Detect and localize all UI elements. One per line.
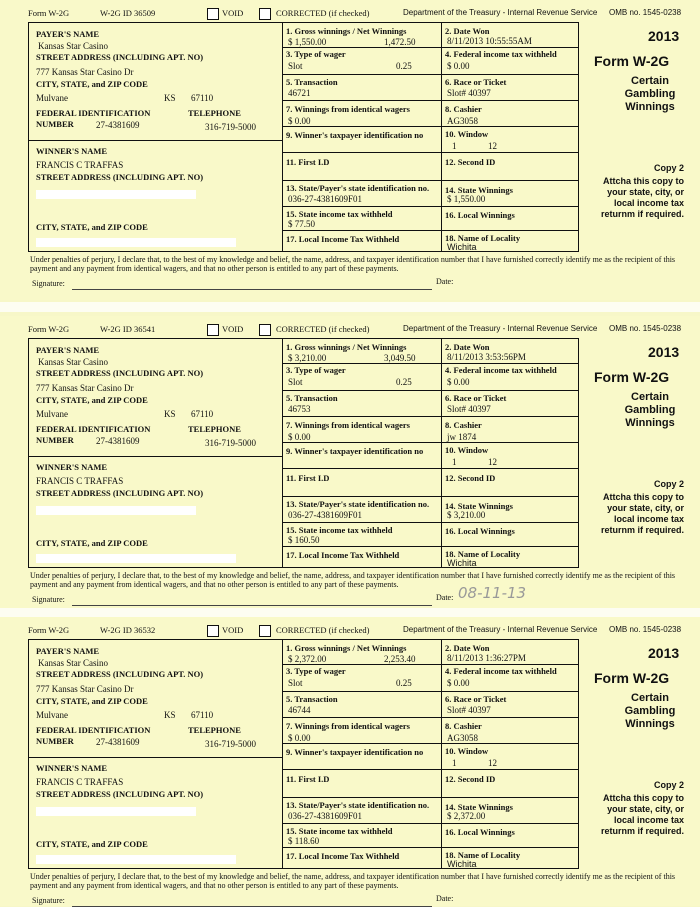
telephone: 316-719-5000 [205,438,256,448]
box14-label: 14. State Winnings [445,185,513,195]
fed-tax: $ 0.00 [447,61,470,71]
state-tax: $ 77.50 [288,219,315,229]
race-ticket: Slot# 40397 [447,705,491,715]
box6-label: 6. Race or Ticket [445,77,507,87]
winner-name-label: WINNER'S NAME [36,763,108,773]
box2-label: 2. Date Won [445,26,490,36]
transaction: 46721 [288,88,311,98]
copy-title: Copy 2 [653,780,684,790]
box4-label: 4. Federal income tax withheld [445,49,557,59]
box4-label: 4. Federal income tax withheld [445,365,557,375]
telephone-label: TELEPHONE [188,424,241,434]
date-label[interactable]: Date: [436,593,454,602]
cashier: AG3058 [447,116,478,126]
box12-label: 12. Second ID [445,473,496,483]
box11-label: 11. First I.D [286,473,330,483]
box9-label: 9. Winner's taxpayer identification no [286,446,424,456]
winner-name: FRANCIS C TRAFFAS [36,160,124,170]
void-label: VOID [222,625,244,635]
box8-label: 8. Cashier [445,104,482,114]
box18-label: 18. Name of Locality [445,850,521,860]
form-id: W-2G ID 36509 [100,8,156,18]
box13-label: 13. State/Payer's state identification no. [286,800,430,810]
box13-label: 13. State/Payer's state identification no. [286,183,430,193]
transaction: 46753 [288,404,311,414]
winner-city-label: CITY, STATE, and ZIP CODE [36,538,148,548]
void-label: VOID [222,324,244,334]
winner-name-label: WINNER'S NAME [36,462,108,472]
form-subtitle: Certain Gambling Winnings [624,75,676,113]
form-title: Form W-2G [594,53,670,69]
fed-id: 27-4381609 [96,436,140,446]
telephone-label: TELEPHONE [188,725,241,735]
copy-instructions: Attcha this copy to your state, city, or local income tax returnm if required. [600,492,684,535]
race-ticket: Slot# 40397 [447,404,491,414]
net-winnings: 1,472.50 [384,37,416,47]
wager-amount: 0.25 [396,61,412,71]
box17-label: 17. Local Income Tax Withheld [286,234,400,244]
box18-label: 18. Name of Locality [445,549,521,559]
fed-id-label: FEDERAL IDENTIFICATION NUMBER [36,108,151,129]
state-winnings: $ 1,550.00 [447,194,486,204]
copy-title: Copy 2 [653,163,684,173]
locality: Wichita [447,242,477,252]
date-won: 8/11/2013 1:36:27PM [447,653,526,663]
telephone: 316-719-5000 [205,122,256,132]
box11-label: 11. First I.D [286,774,330,784]
state-id: 036-27-4381609F01 [288,510,362,520]
payer-name: Kansas Star Casino [38,357,108,367]
box10-label: 10. Window [445,129,489,139]
box15-label: 15. State income tax withheld [286,826,393,836]
box7-label: 7. Winnings from identical wagers [286,721,410,731]
cashier: AG3058 [447,733,478,743]
payer-state: KS [164,710,176,720]
payer-zip: 67110 [191,409,214,419]
payer-city-label: CITY, STATE, and ZIP CODE [36,79,148,89]
fed-tax: $ 0.00 [447,377,470,387]
form-label: Form W-2G [28,324,70,334]
box5-label: 5. Transaction [286,694,338,704]
form-title: Form W-2G [594,670,670,686]
identical-wagers: $ 0.00 [288,733,311,743]
box14-label: 14. State Winnings [445,802,513,812]
wager-amount: 0.25 [396,678,412,688]
payer-city: Mulvane [36,93,68,103]
corrected-checkbox[interactable] [259,625,271,637]
corrected-label: CORRECTED (if checked) [276,324,370,334]
box14-label: 14. State Winnings [445,501,513,511]
w2g-form-36541 [0,316,700,608]
window: 1 [452,457,457,467]
copy-instructions: Attcha this copy to your state, city, or local income tax returnm if required. [600,176,684,219]
copy-title: Copy 2 [653,479,684,489]
window-2: 12 [488,141,497,151]
box9-label: 9. Winner's taxpayer identification no [286,747,424,757]
payer-name-label: PAYER'S NAME [36,29,100,39]
form-title: Form W-2G [594,369,670,385]
date-won: 8/11/2013 3:53:56PM [447,352,526,362]
gross-winnings: $ 3,210.00 [288,353,327,363]
payer-state: KS [164,93,176,103]
box1-label: 1. Gross winnings / Net Winnings [286,643,407,653]
box18-label: 18. Name of Locality [445,233,521,243]
signature-label[interactable]: Signature: [32,595,65,604]
telephone-label: TELEPHONE [188,108,241,118]
omb-number: OMB no. 1545-0238 [609,625,682,634]
form-id: W-2G ID 36541 [100,324,156,334]
fed-id: 27-4381609 [96,120,140,130]
payer-city: Mulvane [36,710,68,720]
payer-city: Mulvane [36,409,68,419]
void-checkbox[interactable] [207,8,219,20]
window: 1 [452,141,457,151]
state-winnings: $ 2,372.00 [447,811,486,821]
tax-year: 2013 [648,28,680,44]
void-checkbox[interactable] [207,625,219,637]
locality: Wichita [447,859,477,869]
w2g-form-36532 [0,617,700,906]
winner-name: FRANCIS C TRAFFAS [36,476,124,486]
winner-street-label: STREET ADDRESS (INCLUDING APT. NO) [36,172,204,182]
signature-label[interactable]: Signature: [32,279,65,288]
box1-label: 1. Gross winnings / Net Winnings [286,342,407,352]
box12-label: 12. Second ID [445,157,496,167]
box1-label: 1. Gross winnings / Net Winnings [286,26,407,36]
transaction: 46744 [288,705,311,715]
fed-id-label: FEDERAL IDENTIFICATION NUMBER [36,424,151,445]
cashier: jw 1874 [447,432,477,442]
payer-zip: 67110 [191,93,214,103]
state-id: 036-27-4381609F01 [288,194,362,204]
winner-street-label: STREET ADDRESS (INCLUDING APT. NO) [36,488,204,498]
date-label[interactable]: Date: [436,277,454,286]
net-winnings: 3,049.50 [384,353,416,363]
department-label: Department of the Treasury - Internal Revenue Service [403,324,598,333]
winner-name-label: WINNER'S NAME [36,146,108,156]
gross-winnings: $ 1,550.00 [288,37,327,47]
payer-street: 777 Kansas Star Casino Dr [36,383,134,393]
fed-tax: $ 0.00 [447,678,470,688]
winner-city-label: CITY, STATE, and ZIP CODE [36,222,148,232]
department-label: Department of the Treasury - Internal Revenue Service [403,625,598,634]
date-label[interactable]: Date: [436,894,454,903]
race-ticket: Slot# 40397 [447,88,491,98]
box7-label: 7. Winnings from identical wagers [286,104,410,114]
corrected-label: CORRECTED (if checked) [276,8,370,18]
form-id: W-2G ID 36532 [100,625,156,635]
box15-label: 15. State income tax withheld [286,209,393,219]
omb-number: OMB no. 1545-0238 [609,324,682,333]
box7-label: 7. Winnings from identical wagers [286,420,410,430]
identical-wagers: $ 0.00 [288,432,311,442]
form-subtitle: Certain Gambling Winnings [624,391,676,429]
state-winnings: $ 3,210.00 [447,510,486,520]
perjury-statement: Under penalties of perjury, I declare that, to the best of my knowledge and belief, the name, address, and taxpayer identification number that I have furnished correctly identify me as the recipient of this payment and any payment from identical wagers, and that no other person is entitled to any part of these payments. [30,255,676,273]
box17-label: 17. Local Income Tax Withheld [286,550,400,560]
box5-label: 5. Transaction [286,393,338,403]
tax-year: 2013 [648,645,680,661]
winner-city-label: CITY, STATE, and ZIP CODE [36,839,148,849]
corrected-checkbox[interactable] [259,324,271,336]
wager-amount: 0.25 [396,377,412,387]
handwritten-date: 08-11-13 [458,584,527,602]
payer-street: 777 Kansas Star Casino Dr [36,67,134,77]
signature-label[interactable]: Signature: [32,896,65,905]
fed-id: 27-4381609 [96,737,140,747]
payer-city-label: CITY, STATE, and ZIP CODE [36,696,148,706]
fed-id-label: FEDERAL IDENTIFICATION NUMBER [36,725,151,746]
form-label: Form W-2G [28,8,70,18]
box9-label: 9. Winner's taxpayer identification no [286,130,424,140]
box16-label: 16. Local Winnings [445,827,515,837]
box11-label: 11. First I.D [286,157,330,167]
box10-label: 10. Window [445,746,489,756]
payer-zip: 67110 [191,710,214,720]
void-label: VOID [222,8,244,18]
net-winnings: 2,253.40 [384,654,416,664]
winner-name: FRANCIS C TRAFFAS [36,777,124,787]
state-tax: $ 118.60 [288,836,320,846]
box2-label: 2. Date Won [445,342,490,352]
payer-state: KS [164,409,176,419]
payer-name: Kansas Star Casino [38,658,108,668]
void-checkbox[interactable] [207,324,219,336]
identical-wagers: $ 0.00 [288,116,311,126]
wager-type: Slot [288,377,303,387]
window-2: 12 [488,758,497,768]
w2g-form-36509 [0,0,700,300]
box8-label: 8. Cashier [445,721,482,731]
payer-street-label: STREET ADDRESS (INCLUDING APT. NO) [36,368,204,378]
box17-label: 17. Local Income Tax Withheld [286,851,400,861]
box16-label: 16. Local Winnings [445,526,515,536]
payer-name-label: PAYER'S NAME [36,646,100,656]
state-tax: $ 160.50 [288,535,320,545]
gross-winnings: $ 2,372.00 [288,654,327,664]
box15-label: 15. State income tax withheld [286,525,393,535]
perjury-statement: Under penalties of perjury, I declare that, to the best of my knowledge and belief, the name, address, and taxpayer identification number that I have furnished correctly identify me as the recipient of this payment and any payment from identical wagers, and that no other person is entitled to any part of these payments. [30,872,676,890]
payer-street-label: STREET ADDRESS (INCLUDING APT. NO) [36,52,204,62]
box4-label: 4. Federal income tax withheld [445,666,557,676]
omb-number: OMB no. 1545-0238 [609,8,682,17]
box5-label: 5. Transaction [286,77,338,87]
window: 1 [452,758,457,768]
tax-year: 2013 [648,344,680,360]
copy-instructions: Attcha this copy to your state, city, or local income tax returnm if required. [600,793,684,836]
perjury-statement: Under penalties of perjury, I declare that, to the best of my knowledge and belief, the name, address, and taxpayer identification number that I have furnished correctly identify me as the recipient of this payment and any payment from identical wagers, and that no other person is entitled to any part of these payments. [30,571,676,589]
locality: Wichita [447,558,477,568]
wager-type: Slot [288,678,303,688]
form-label: Form W-2G [28,625,70,635]
box3-label: 3. Type of wager [286,666,346,676]
box12-label: 12. Second ID [445,774,496,784]
department-label: Department of the Treasury - Internal Revenue Service [403,8,598,17]
payer-city-label: CITY, STATE, and ZIP CODE [36,395,148,405]
state-id: 036-27-4381609F01 [288,811,362,821]
payer-name: Kansas Star Casino [38,41,108,51]
payer-name-label: PAYER'S NAME [36,345,100,355]
box8-label: 8. Cashier [445,420,482,430]
box3-label: 3. Type of wager [286,365,346,375]
payer-street-label: STREET ADDRESS (INCLUDING APT. NO) [36,669,204,679]
box6-label: 6. Race or Ticket [445,694,507,704]
box2-label: 2. Date Won [445,643,490,653]
telephone: 316-719-5000 [205,739,256,749]
corrected-checkbox[interactable] [259,8,271,20]
box16-label: 16. Local Winnings [445,210,515,220]
box13-label: 13. State/Payer's state identification no. [286,499,430,509]
window-2: 12 [488,457,497,467]
winner-street-label: STREET ADDRESS (INCLUDING APT. NO) [36,789,204,799]
date-won: 8/11/2013 10:55:55AM [447,36,532,46]
box6-label: 6. Race or Ticket [445,393,507,403]
form-subtitle: Certain Gambling Winnings [624,692,676,730]
box3-label: 3. Type of wager [286,49,346,59]
wager-type: Slot [288,61,303,71]
payer-street: 777 Kansas Star Casino Dr [36,684,134,694]
corrected-label: CORRECTED (if checked) [276,625,370,635]
box10-label: 10. Window [445,445,489,455]
